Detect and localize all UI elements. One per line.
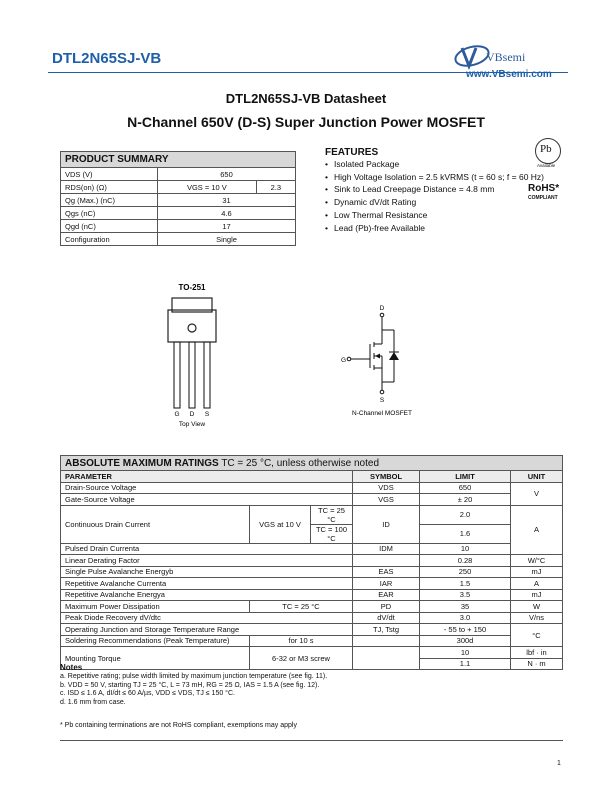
mosfet-schematic-diagram: [330, 300, 430, 420]
amr-symbol: [353, 635, 420, 647]
amr-heading: ABSOLUTE MAXIMUM RATINGS: [65, 457, 219, 469]
pin-label: G: [174, 411, 180, 418]
amr-unit: mJ: [511, 589, 563, 601]
amr-limit: 10: [420, 543, 511, 555]
table-row: [61, 624, 563, 636]
amr-unit: V: [511, 482, 563, 505]
summary-value: 650: [158, 168, 296, 181]
amr-limit: ± 20: [420, 494, 511, 506]
logo-text: VBsemi: [486, 50, 526, 64]
website-link[interactable]: www.VBsemi.com: [466, 69, 552, 80]
amr-limit: 300d: [420, 635, 511, 647]
amr-symbol: [353, 555, 420, 567]
note-item: b. VDD = 50 V, starting TJ = 25 °C, L = 73 mH, RG = 25 Ω, IAS = 1.5 A (see fig. 12).: [60, 681, 320, 689]
package-name: TO-251: [178, 283, 206, 292]
summary-value: 31: [158, 194, 296, 207]
lead-source: [204, 342, 210, 408]
product-summary-table: [60, 151, 296, 246]
summary-value: 2.3: [256, 181, 295, 194]
notes-heading: Notes: [60, 663, 83, 672]
col-param: PARAMETER: [61, 471, 353, 483]
feature-item: • Low Thermal Resistance: [325, 209, 555, 222]
rohs-compliant-label: COMPLIANT: [528, 195, 558, 201]
amr-param: Repetitive Avalanche Energya: [61, 589, 353, 601]
amr-unit: A: [511, 505, 563, 555]
summary-param: Qgs (nC): [61, 207, 158, 220]
gate-label: G: [340, 357, 346, 364]
amr-limit: - 55 to + 150: [420, 624, 511, 636]
rohs-footnote: * Pb containing terminations are not RoHS compliant, exemptions may apply: [60, 722, 297, 729]
table-row: [61, 207, 296, 220]
amr-limit: 35: [420, 601, 511, 613]
lead-gate: [174, 342, 180, 408]
features-list: [325, 158, 555, 234]
summary-param: RDS(on) (Ω): [61, 181, 158, 194]
features-heading: FEATURES: [325, 147, 379, 158]
table-row: [61, 647, 563, 659]
table-row: [61, 482, 563, 494]
amr-param: Pulsed Drain Currenta: [61, 543, 353, 555]
amr-param: Drain-Source Voltage: [61, 482, 353, 494]
amr-limit: 10: [420, 647, 511, 659]
amr-limit: 250: [420, 566, 511, 578]
amr-condition: TC = 25 °C: [250, 601, 353, 613]
amr-limit: 3.5: [420, 589, 511, 601]
amr-limit: 2.0: [420, 505, 511, 524]
table-row: [61, 555, 563, 567]
amr-symbol: EAR: [353, 589, 420, 601]
table-row: [61, 168, 296, 181]
amr-limit: 1.5: [420, 578, 511, 590]
amr-limit: 3.0: [420, 612, 511, 624]
table-row: [61, 543, 563, 555]
amr-condition: for 10 s: [250, 635, 353, 647]
pin-label: D: [189, 411, 195, 418]
summary-param: Qgd (nC): [61, 220, 158, 233]
table-row: [61, 494, 563, 506]
amr-condition: 6-32 or M3 screw: [250, 647, 353, 670]
amr-unit: °C: [511, 624, 563, 647]
page-number: 1: [557, 760, 561, 767]
amr-heading-cell: [61, 456, 563, 471]
summary-param: Configuration: [61, 233, 158, 246]
absolute-max-ratings-table: [60, 455, 563, 670]
table-row: [61, 220, 296, 233]
table-row: [61, 578, 563, 590]
table-header-row: [61, 471, 563, 483]
view-label: Top View: [178, 421, 206, 428]
table-row: [61, 601, 563, 613]
pin-label: S: [204, 411, 210, 418]
source-label: S: [379, 397, 385, 404]
datasheet-subtitle: N-Channel 650V (D-S) Super Junction Power MOSFET: [127, 114, 485, 130]
amr-symbol: ID: [353, 505, 420, 543]
amr-param: Single Pulse Avalanche Energyb: [61, 566, 353, 578]
amr-limit: 650: [420, 482, 511, 494]
amr-symbol: IDM: [353, 543, 420, 555]
amr-condition: TC = 25 °C: [311, 505, 353, 524]
amr-symbol: TJ, Tstg: [353, 624, 420, 636]
part-number: DTL2N65SJ-VB: [52, 50, 162, 67]
mounting-hole-icon: [188, 324, 196, 332]
amr-symbol: VDS: [353, 482, 420, 494]
amr-unit: A: [511, 578, 563, 590]
amr-symbol: VGS: [353, 494, 420, 506]
amr-unit: W/°C: [511, 555, 563, 567]
amr-limit: 0.28: [420, 555, 511, 567]
summary-param: VDS (V): [61, 168, 158, 181]
amr-param: Linear Derating Factor: [61, 555, 353, 567]
feature-item: • Sink to Lead Creepage Distance = 4.8 mm: [325, 183, 555, 196]
amr-param: Soldering Recommendations (Peak Temperature): [61, 635, 250, 647]
col-symbol: SYMBOL: [353, 471, 420, 483]
feature-item: • Dynamic dV/dt Rating: [325, 196, 555, 209]
to251-package-diagram: [160, 280, 230, 430]
rohs-label: RoHS*: [528, 183, 560, 194]
table-row: [61, 589, 563, 601]
summary-param: Qg (Max.) (nC): [61, 194, 158, 207]
feature-item: • High Voltage Isolation = 2.5 kVRMS (t = 60 s; f = 60 Hz): [325, 171, 555, 184]
product-summary-heading: PRODUCT SUMMARY: [61, 152, 296, 168]
table-row: [61, 635, 563, 647]
feature-item: • Lead (Pb)-free Available: [325, 222, 555, 235]
amr-param: Gate-Source Voltage: [61, 494, 353, 506]
pb-symbol: Pb: [540, 143, 552, 155]
pb-free-icon: [535, 138, 561, 164]
notes-section: [60, 664, 550, 707]
table-row: [61, 181, 296, 194]
amr-symbol: PD: [353, 601, 420, 613]
summary-value: 4.6: [158, 207, 296, 220]
table-row: [61, 612, 563, 624]
col-limit: LIMIT: [420, 471, 511, 483]
amr-unit: W: [511, 601, 563, 613]
amr-unit: lbf · in: [511, 647, 563, 659]
lead-drain: [189, 342, 195, 408]
amr-symbol: IAR: [353, 578, 420, 590]
amr-unit: V/ns: [511, 612, 563, 624]
amr-param: Operating Junction and Storage Temperature Range: [61, 624, 353, 636]
footer-divider: [60, 740, 563, 741]
schematic-caption: N-Channel MOSFET: [352, 410, 412, 417]
amr-condition: VGS at 10 V: [250, 505, 311, 543]
amr-limit: 1.1: [420, 658, 511, 670]
note-item: d. 1.6 mm from case.: [60, 698, 126, 706]
table-row: [61, 194, 296, 207]
table-row: [61, 505, 563, 524]
amr-param: Mounting Torque: [61, 647, 250, 670]
amr-condition: TC = 100 °C: [311, 524, 353, 543]
note-item: c. ISD ≤ 1.6 A, dI/dt ≤ 60 A/µs, VDD ≤ VDS, TJ ≤ 150 °C.: [60, 690, 235, 698]
table-row: [61, 233, 296, 246]
amr-param: Maximum Power Dissipation: [61, 601, 250, 613]
amr-param: Repetitive Avalanche Currenta: [61, 578, 353, 590]
pb-caption: Available: [537, 163, 556, 168]
amr-limit: 1.6: [420, 524, 511, 543]
amr-unit: mJ: [511, 566, 563, 578]
amr-symbol: EAS: [353, 566, 420, 578]
datasheet-title: DTL2N65SJ-VB Datasheet: [225, 91, 387, 106]
amr-symbol: dV/dt: [353, 612, 420, 624]
feature-item: • Isolated Package: [325, 158, 555, 171]
amr-param: Continuous Drain Current: [61, 505, 250, 543]
col-unit: UNIT: [511, 471, 563, 483]
note-item: a. Repetitive rating; pulse width limited by maximum junction temperature (see fig. 11).: [60, 673, 328, 681]
amr-condition: TC = 25 °C, unless otherwise noted: [221, 457, 380, 469]
drain-label: D: [379, 305, 385, 312]
summary-value: 17: [158, 220, 296, 233]
table-row: [61, 566, 563, 578]
summary-condition: VGS = 10 V: [158, 181, 257, 194]
amr-param: Peak Diode Recovery dV/dtc: [61, 612, 353, 624]
package-body: [168, 310, 216, 342]
summary-value: Single: [158, 233, 296, 246]
amr-unit: N · m: [511, 658, 563, 670]
